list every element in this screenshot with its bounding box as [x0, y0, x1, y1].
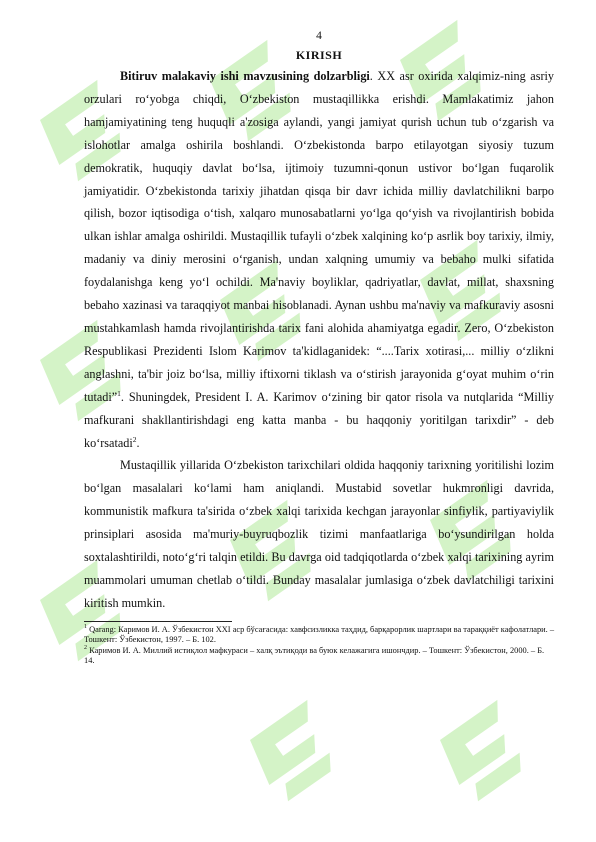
paragraph-text: . [136, 435, 140, 450]
paragraph-1 [84, 65, 554, 454]
page-content [84, 30, 554, 666]
footnote-2 [84, 646, 554, 667]
footnote-ref-1[interactable]: 1 [117, 388, 121, 398]
watermark-s-icon [242, 700, 349, 805]
footnote-text: Qarang: Каримов И. А. Ўзбекистон XXI аср бўсағасида: хавфсизликка таҳдид, барқарорлик шартлари ва тараққиёт кафолатлари. – Тошкент: Ўзбекистон, 1997. – Б. 102. [84, 624, 555, 645]
footnote-text: Каримов И. А. Миллий истиқлол мафкураси – халқ эътиқоди ва буюк келажагига ишончдир. – Тошкент: Ўзбекистон, 2000. – Б. 14. [84, 645, 545, 665]
paragraph-text: . XX asr oxirida xalqimiz-ning asriy orzulari ro‘yobga chiqdi, O‘zbekiston mustaqillikka erishdi. Mamlakatimiz jahon hamjamiyatining teng huquqli a'zosiga aylandi, yangi jamiyat qurish uchun tub o‘zgarish va islohotlar amalga oshirila boshlandi. O‘zbekistonda barpo etilayotgan siyosiy tuzum demokratik, huquqiy davlat bo‘lsa, ijtimoiy tuzumni-qonun ustivor bo‘lgan fuqarolik jamiyatidir. O‘zbekistonda tarixiy jihatdan qisqa bir davr ichida milliy davlatchilikni barpo qilish, bozor iqtisodiga o‘tish, xalqaro munosabatlarni yo‘lga qo‘yish va rivojlantirish bobida ulkan ishlar amalga oshirildi. Mustaqillik tufayli o‘zbek xalqining ko‘p asrlik boy tarixiy, ilmiy, madaniy va diniy merosini o‘rganish, undan xalqning umumiy va bebaho mulki sifatida foydalanishga keng yo‘l ochildi. Ma'naviy boyliklar, qadriyatlar, davlat, millat, shaxsning bebaho xazinasi va taraqqiyot manbai hisoblanadi. Aynan ushbu ma'naviy va mafkuraviy asosni mustahkamlash hamda rivojlantirishda tarix fani alohida ahamiyatga egadir. Zero, O‘zbekiston Respublikasi Prezidenti Islom Karimov ta'kidlaganidek: “....Tarix xotirasi,... milliy o‘zlikni anglashni, ta'bir joiz bo‘lsa, milliy iftixorni tiklash va o‘stirish jarayonida g‘oyat muhim o‘rin tutadi” [84, 69, 554, 404]
watermark-s-icon [432, 700, 539, 805]
footnote-1 [84, 625, 554, 646]
paragraph-2: Mustaqillik yillarida O‘zbekiston tarixchilari oldida haqqoniy tarixning yoritilishi lozim bo‘lgan masalalari ko‘lami ham aniqlandi. Mustabid sovetlar hukmronligi davrida, kommunistik mafkura ta'sirida o‘zbek xalqi tarixida kechgan jarayonlar sinfiylik, partiyaviylik prinsiplari asosida ma'muriy-buyruqbozlik tizimi manfaatlariga bo‘ysundirilgan holda soxtalashtirildi, noto‘g‘ri talqin etildi. Bu davrga oid tadqiqotlarda o‘zbek xalqi tarixining ayrim muammolari umuman chetlab o‘tildi. Bunday masalalar jumlasiga o‘zbek davlatchiligi tarixini kiritish mumkin. [84, 458, 554, 610]
section-heading: KIRISH [295, 48, 343, 62]
footnote-ref-2[interactable]: 2 [132, 434, 137, 444]
footnote-mark: 1 [84, 623, 87, 630]
paragraph-lead-bold: Bitiruv malakaviy ishi mavzusining dolzarbligi [120, 69, 370, 83]
page-number: 4 [316, 30, 322, 42]
footnote-mark: 2 [84, 644, 87, 651]
paragraph-text: . Shuningdek, President I. A. Karimov o‘zining bir qator risola va nutqlarida “Milliy mafkurani shakllantirishdagi eng katta manba - bu haqqoniy yoritilgan tarixdir” - deb ko‘rsatadi [84, 389, 554, 450]
footnote-divider [84, 621, 232, 622]
